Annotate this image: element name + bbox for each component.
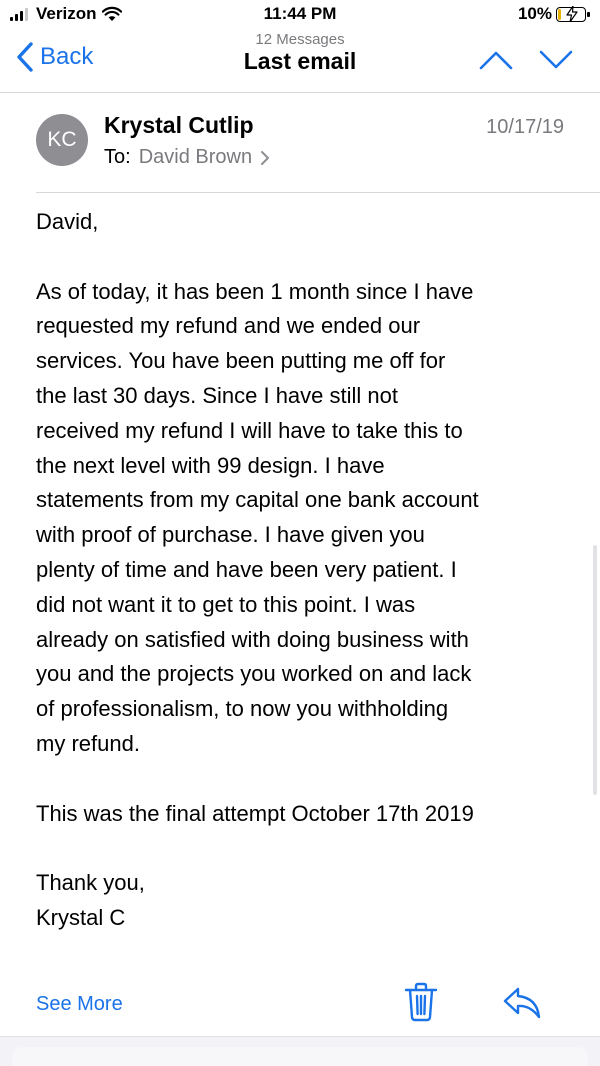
paragraph-line: my refund. (36, 730, 140, 756)
carrier-label: Verizon (36, 4, 97, 23)
previous-message-button[interactable] (478, 46, 514, 74)
paragraph-line: of professionalism, to now you withholding (36, 696, 449, 722)
paragraph-line: plenty of time and have been very patient. I (36, 556, 457, 582)
to-label: To: (104, 146, 131, 168)
paragraph-line: the last 30 days. Since I have still not (36, 382, 398, 408)
paragraph-line: you and the projects you worked on and lack (36, 661, 472, 687)
paragraph-line: the next level with 99 design. I have (36, 452, 385, 478)
chevron-up-icon (481, 53, 511, 68)
recipient-name[interactable]: David Brown (138, 146, 253, 168)
battery-fill (558, 9, 561, 20)
navigation-bar (0, 30, 600, 93)
message-header (36, 92, 600, 193)
scrollbar[interactable] (593, 545, 597, 795)
trash-icon[interactable] (404, 982, 438, 1022)
paragraph-line: As of today, it has been 1 month since I have (36, 278, 474, 304)
message-actions (0, 980, 600, 1030)
chevron-right-icon[interactable] (260, 150, 270, 166)
paragraph-line: statements from my capital one bank account (36, 487, 479, 513)
reply-icon[interactable] (502, 986, 542, 1020)
sender-name[interactable]: Krystal Cutlip (104, 112, 254, 138)
paragraph-line: already on satisfied with doing business with (36, 626, 469, 652)
paragraph-line: did not want it to get to this point. I was (36, 591, 416, 617)
paragraph-line: received my refund I will have to take this to (36, 417, 463, 443)
status-time: 11:44 PM (263, 4, 337, 23)
closing: Thank you, (36, 870, 145, 896)
status-right (518, 4, 586, 24)
signature: Krystal C (36, 904, 126, 930)
paragraph-line: services. You have been putting me off for (36, 348, 446, 374)
final-attempt-line: This was the final attempt October 17th 2019 (36, 800, 474, 826)
paragraph-line: with proof of purchase. I have given you (36, 522, 425, 548)
next-message-button[interactable] (538, 46, 574, 74)
avatar[interactable]: KC (36, 114, 88, 166)
thread-title: Last email (243, 48, 357, 74)
recipient-line (104, 146, 270, 169)
back-label: Back (40, 43, 94, 70)
charging-bolt-icon (565, 6, 579, 22)
message-body (36, 205, 576, 936)
battery-percent: 10% (517, 4, 552, 23)
next-message-card[interactable] (0, 1036, 600, 1066)
chevron-down-icon (541, 52, 571, 67)
message-count: 12 Messages (255, 31, 345, 48)
see-more-link[interactable]: See More (36, 993, 123, 1015)
paragraph-line: requested my refund and we ended our (36, 313, 421, 339)
message-paragraph (36, 275, 576, 762)
greeting: David, (36, 209, 99, 234)
status-bar (0, 0, 600, 30)
message-date: 10/17/19 (486, 116, 564, 138)
battery-icon (556, 7, 586, 22)
